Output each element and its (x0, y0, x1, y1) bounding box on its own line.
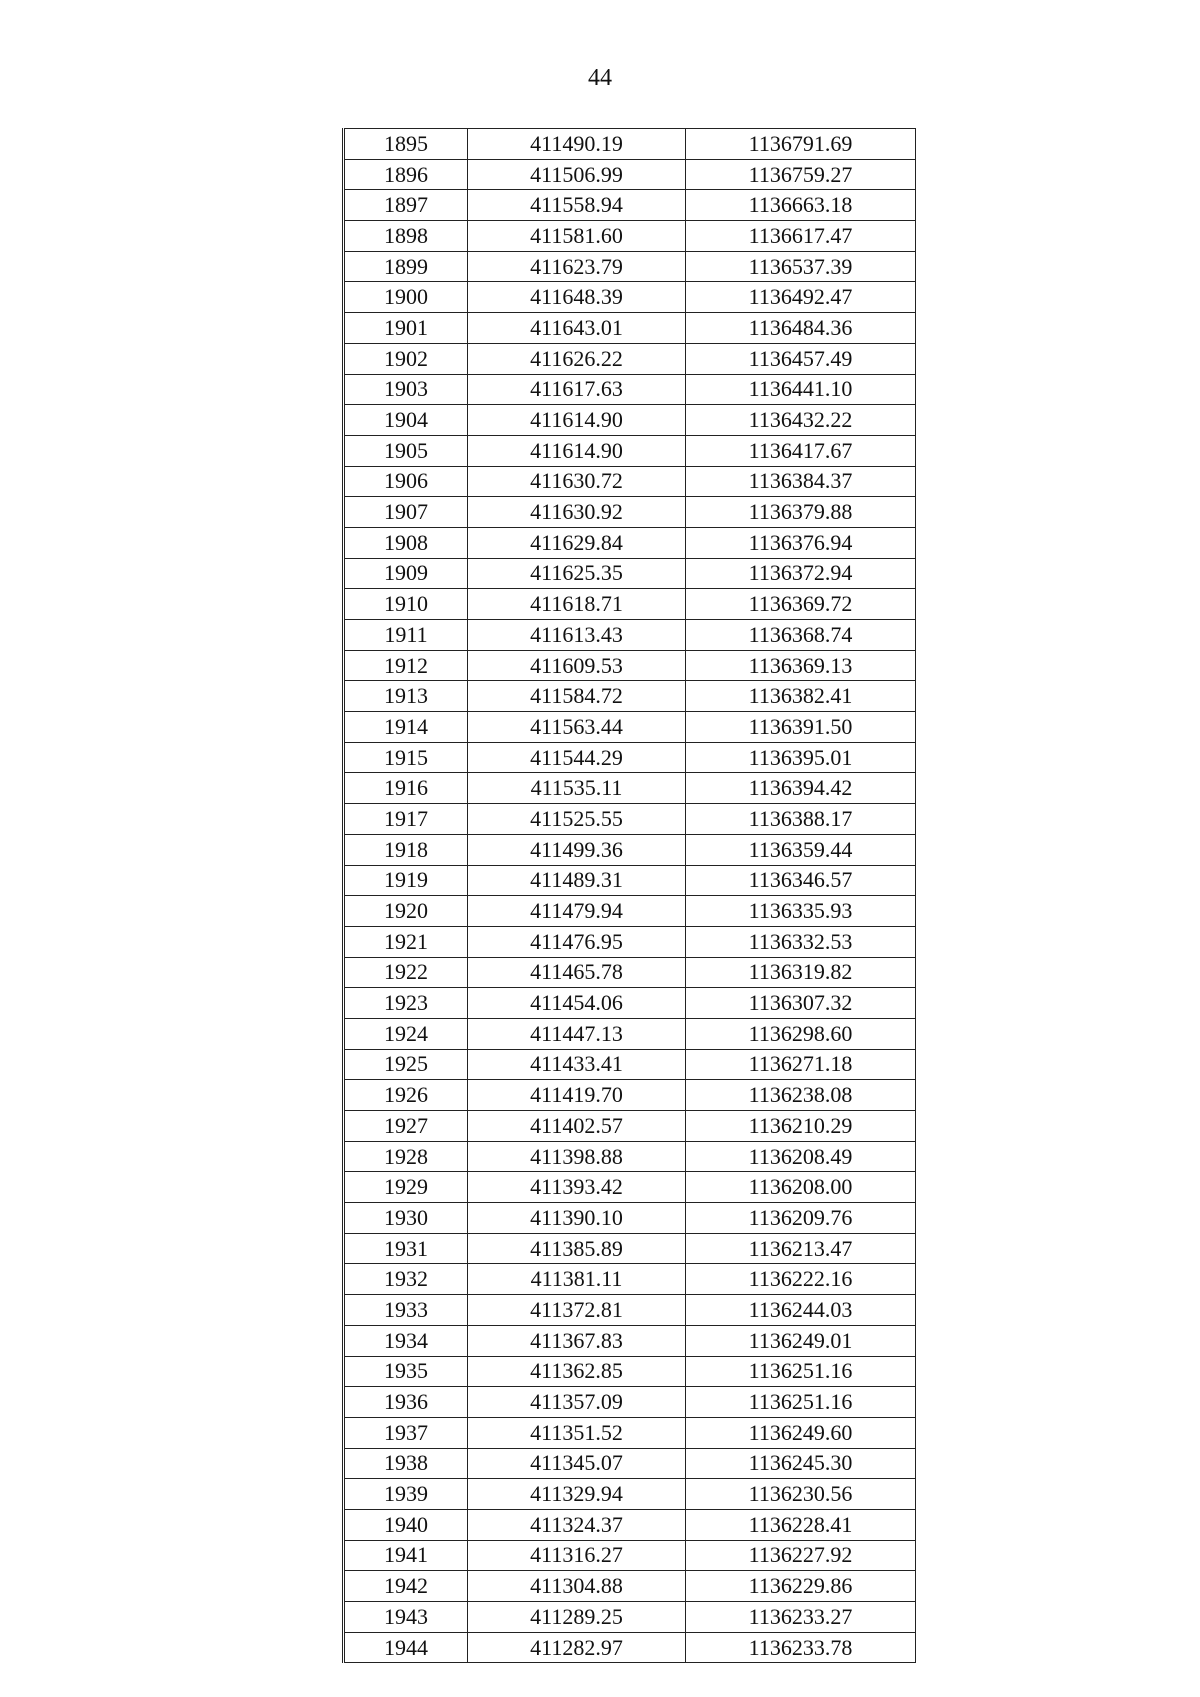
y-coordinate-cell: 1136228.41 (686, 1509, 916, 1540)
point-number-cell: 1929 (344, 1172, 468, 1203)
point-number-cell: 1902 (344, 343, 468, 374)
table-row (344, 589, 916, 620)
y-coordinate-cell: 1136394.42 (686, 773, 916, 804)
table-row (344, 1509, 916, 1540)
x-coordinate-cell: 411629.84 (468, 527, 686, 558)
x-coordinate-cell: 411563.44 (468, 712, 686, 743)
table-row (344, 1540, 916, 1571)
y-coordinate-cell: 1136251.16 (686, 1387, 916, 1418)
x-coordinate-cell: 411614.90 (468, 405, 686, 436)
table-row (344, 190, 916, 221)
point-number-cell: 1923 (344, 988, 468, 1019)
point-number-cell: 1943 (344, 1602, 468, 1633)
point-number-cell: 1944 (344, 1632, 468, 1663)
point-number-cell: 1896 (344, 159, 468, 190)
point-number-cell: 1939 (344, 1479, 468, 1510)
y-coordinate-cell: 1136332.53 (686, 926, 916, 957)
x-coordinate-cell: 411490.19 (468, 129, 686, 160)
y-coordinate-cell: 1136369.13 (686, 650, 916, 681)
x-coordinate-cell: 411390.10 (468, 1203, 686, 1234)
page-number: 44 (588, 65, 612, 91)
table-row (344, 251, 916, 282)
y-coordinate-cell: 1136441.10 (686, 374, 916, 405)
point-number-cell: 1897 (344, 190, 468, 221)
point-number-cell: 1933 (344, 1295, 468, 1326)
y-coordinate-cell: 1136298.60 (686, 1018, 916, 1049)
point-number-cell: 1928 (344, 1141, 468, 1172)
point-number-cell: 1903 (344, 374, 468, 405)
point-number-cell: 1930 (344, 1203, 468, 1234)
x-coordinate-cell: 411489.31 (468, 865, 686, 896)
y-coordinate-cell: 1136395.01 (686, 742, 916, 773)
y-coordinate-cell: 1136307.32 (686, 988, 916, 1019)
point-number-cell: 1914 (344, 712, 468, 743)
table-row (344, 773, 916, 804)
point-number-cell: 1919 (344, 865, 468, 896)
point-number-cell: 1907 (344, 497, 468, 528)
y-coordinate-cell: 1136233.27 (686, 1602, 916, 1633)
x-coordinate-cell: 411525.55 (468, 804, 686, 835)
point-number-cell: 1915 (344, 742, 468, 773)
point-number-cell: 1937 (344, 1417, 468, 1448)
table-row (344, 865, 916, 896)
table-row (344, 343, 916, 374)
x-coordinate-cell: 411609.53 (468, 650, 686, 681)
x-coordinate-cell: 411316.27 (468, 1540, 686, 1571)
table-row (344, 1264, 916, 1295)
x-coordinate-cell: 411329.94 (468, 1479, 686, 1510)
y-coordinate-cell: 1136249.01 (686, 1325, 916, 1356)
y-coordinate-cell: 1136391.50 (686, 712, 916, 743)
y-coordinate-cell: 1136388.17 (686, 804, 916, 835)
y-coordinate-cell: 1136417.67 (686, 435, 916, 466)
table-row (344, 1049, 916, 1080)
x-coordinate-cell: 411618.71 (468, 589, 686, 620)
x-coordinate-cell: 411613.43 (468, 620, 686, 651)
y-coordinate-cell: 1136346.57 (686, 865, 916, 896)
point-number-cell: 1931 (344, 1233, 468, 1264)
y-coordinate-cell: 1136208.00 (686, 1172, 916, 1203)
x-coordinate-cell: 411465.78 (468, 957, 686, 988)
table-row (344, 1448, 916, 1479)
x-coordinate-cell: 411614.90 (468, 435, 686, 466)
point-number-cell: 1922 (344, 957, 468, 988)
table-row (344, 1479, 916, 1510)
x-coordinate-cell: 411419.70 (468, 1080, 686, 1111)
x-coordinate-cell: 411454.06 (468, 988, 686, 1019)
table-row (344, 1203, 916, 1234)
y-coordinate-cell: 1136492.47 (686, 282, 916, 313)
table-row (344, 1417, 916, 1448)
y-coordinate-cell: 1136209.76 (686, 1203, 916, 1234)
point-number-cell: 1913 (344, 681, 468, 712)
x-coordinate-cell: 411357.09 (468, 1387, 686, 1418)
y-coordinate-cell: 1136213.47 (686, 1233, 916, 1264)
point-number-cell: 1924 (344, 1018, 468, 1049)
x-coordinate-cell: 411402.57 (468, 1111, 686, 1142)
y-coordinate-cell: 1136244.03 (686, 1295, 916, 1326)
x-coordinate-cell: 411625.35 (468, 558, 686, 589)
table-row (344, 1325, 916, 1356)
table-row (344, 804, 916, 835)
x-coordinate-cell: 411581.60 (468, 221, 686, 252)
table-row (344, 1295, 916, 1326)
y-coordinate-cell: 1136208.49 (686, 1141, 916, 1172)
table-row (344, 712, 916, 743)
point-number-cell: 1938 (344, 1448, 468, 1479)
point-number-cell: 1920 (344, 896, 468, 927)
y-coordinate-cell: 1136457.49 (686, 343, 916, 374)
point-number-cell: 1909 (344, 558, 468, 589)
table-row (344, 1356, 916, 1387)
y-coordinate-cell: 1136376.94 (686, 527, 916, 558)
y-coordinate-cell: 1136271.18 (686, 1049, 916, 1080)
table-row (344, 957, 916, 988)
table-row (344, 1111, 916, 1142)
table-body (344, 129, 916, 1663)
point-number-cell: 1911 (344, 620, 468, 651)
table-row (344, 620, 916, 651)
table-row (344, 221, 916, 252)
x-coordinate-cell: 411345.07 (468, 1448, 686, 1479)
x-coordinate-cell: 411393.42 (468, 1172, 686, 1203)
point-number-cell: 1910 (344, 589, 468, 620)
point-number-cell: 1936 (344, 1387, 468, 1418)
y-coordinate-cell: 1136372.94 (686, 558, 916, 589)
x-coordinate-cell: 411447.13 (468, 1018, 686, 1049)
x-coordinate-cell: 411304.88 (468, 1571, 686, 1602)
x-coordinate-cell: 411385.89 (468, 1233, 686, 1264)
point-number-cell: 1908 (344, 527, 468, 558)
point-number-cell: 1942 (344, 1571, 468, 1602)
point-number-cell: 1899 (344, 251, 468, 282)
table-row (344, 650, 916, 681)
y-coordinate-cell: 1136537.39 (686, 251, 916, 282)
x-coordinate-cell: 411282.97 (468, 1632, 686, 1663)
table-row (344, 313, 916, 344)
x-coordinate-cell: 411324.37 (468, 1509, 686, 1540)
y-coordinate-cell: 1136359.44 (686, 834, 916, 865)
x-coordinate-cell: 411558.94 (468, 190, 686, 221)
table-row (344, 558, 916, 589)
y-coordinate-cell: 1136382.41 (686, 681, 916, 712)
x-coordinate-cell: 411381.11 (468, 1264, 686, 1295)
table-row (344, 742, 916, 773)
point-number-cell: 1925 (344, 1049, 468, 1080)
table-row (344, 527, 916, 558)
table-row (344, 1233, 916, 1264)
x-coordinate-cell: 411362.85 (468, 1356, 686, 1387)
x-coordinate-cell: 411506.99 (468, 159, 686, 190)
y-coordinate-cell: 1136245.30 (686, 1448, 916, 1479)
table-row (344, 926, 916, 957)
x-coordinate-cell: 411372.81 (468, 1295, 686, 1326)
point-number-cell: 1926 (344, 1080, 468, 1111)
table-row (344, 1632, 916, 1663)
table-row (344, 896, 916, 927)
y-coordinate-cell: 1136222.16 (686, 1264, 916, 1295)
x-coordinate-cell: 411648.39 (468, 282, 686, 313)
table-row (344, 834, 916, 865)
table-row (344, 1141, 916, 1172)
x-coordinate-cell: 411544.29 (468, 742, 686, 773)
x-coordinate-cell: 411617.63 (468, 374, 686, 405)
table-row (344, 681, 916, 712)
table-row (344, 374, 916, 405)
table-row (344, 466, 916, 497)
point-number-cell: 1898 (344, 221, 468, 252)
y-coordinate-cell: 1136384.37 (686, 466, 916, 497)
x-coordinate-cell: 411535.11 (468, 773, 686, 804)
y-coordinate-cell: 1136368.74 (686, 620, 916, 651)
y-coordinate-cell: 1136210.29 (686, 1111, 916, 1142)
point-number-cell: 1906 (344, 466, 468, 497)
x-coordinate-cell: 411626.22 (468, 343, 686, 374)
point-number-cell: 1932 (344, 1264, 468, 1295)
x-coordinate-cell: 411643.01 (468, 313, 686, 344)
table-row (344, 988, 916, 1019)
y-coordinate-cell: 1136335.93 (686, 896, 916, 927)
table-row (344, 1172, 916, 1203)
y-coordinate-cell: 1136369.72 (686, 589, 916, 620)
y-coordinate-cell: 1136617.47 (686, 221, 916, 252)
x-coordinate-cell: 411367.83 (468, 1325, 686, 1356)
point-number-cell: 1918 (344, 834, 468, 865)
y-coordinate-cell: 1136379.88 (686, 497, 916, 528)
y-coordinate-cell: 1136759.27 (686, 159, 916, 190)
y-coordinate-cell: 1136319.82 (686, 957, 916, 988)
x-coordinate-cell: 411289.25 (468, 1602, 686, 1633)
table-row (344, 129, 916, 160)
table-row (344, 1602, 916, 1633)
table-row (344, 405, 916, 436)
y-coordinate-cell: 1136227.92 (686, 1540, 916, 1571)
y-coordinate-cell: 1136432.22 (686, 405, 916, 436)
table-row (344, 497, 916, 528)
x-coordinate-cell: 411630.72 (468, 466, 686, 497)
x-coordinate-cell: 411630.92 (468, 497, 686, 528)
table-row (344, 1571, 916, 1602)
y-coordinate-cell: 1136238.08 (686, 1080, 916, 1111)
y-coordinate-cell: 1136251.16 (686, 1356, 916, 1387)
x-coordinate-cell: 411623.79 (468, 251, 686, 282)
x-coordinate-cell: 411351.52 (468, 1417, 686, 1448)
point-number-cell: 1934 (344, 1325, 468, 1356)
point-number-cell: 1904 (344, 405, 468, 436)
y-coordinate-cell: 1136791.69 (686, 129, 916, 160)
table-row (344, 1387, 916, 1418)
x-coordinate-cell: 411584.72 (468, 681, 686, 712)
point-number-cell: 1917 (344, 804, 468, 835)
point-number-cell: 1935 (344, 1356, 468, 1387)
coordinate-table (342, 128, 916, 1663)
point-number-cell: 1921 (344, 926, 468, 957)
y-coordinate-cell: 1136249.60 (686, 1417, 916, 1448)
x-coordinate-cell: 411479.94 (468, 896, 686, 927)
table-row (344, 1018, 916, 1049)
table-row (344, 435, 916, 466)
y-coordinate-cell: 1136233.78 (686, 1632, 916, 1663)
point-number-cell: 1927 (344, 1111, 468, 1142)
x-coordinate-cell: 411433.41 (468, 1049, 686, 1080)
point-number-cell: 1895 (344, 129, 468, 160)
point-number-cell: 1912 (344, 650, 468, 681)
y-coordinate-cell: 1136484.36 (686, 313, 916, 344)
point-number-cell: 1941 (344, 1540, 468, 1571)
x-coordinate-cell: 411476.95 (468, 926, 686, 957)
point-number-cell: 1916 (344, 773, 468, 804)
table-row (344, 282, 916, 313)
x-coordinate-cell: 411499.36 (468, 834, 686, 865)
y-coordinate-cell: 1136663.18 (686, 190, 916, 221)
point-number-cell: 1901 (344, 313, 468, 344)
y-coordinate-cell: 1136229.86 (686, 1571, 916, 1602)
x-coordinate-cell: 411398.88 (468, 1141, 686, 1172)
table-row (344, 1080, 916, 1111)
point-number-cell: 1900 (344, 282, 468, 313)
table-row (344, 159, 916, 190)
point-number-cell: 1940 (344, 1509, 468, 1540)
point-number-cell: 1905 (344, 435, 468, 466)
y-coordinate-cell: 1136230.56 (686, 1479, 916, 1510)
